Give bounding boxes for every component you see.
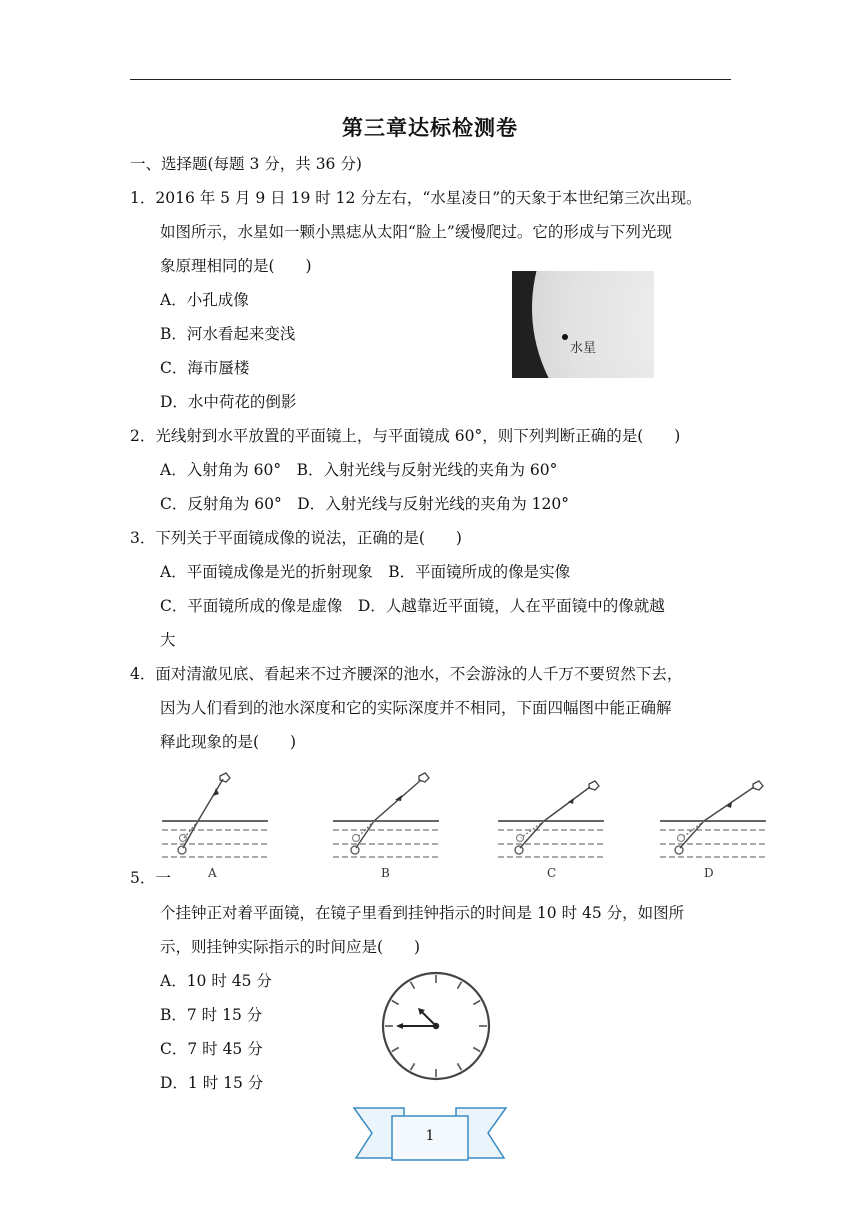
q2-stem: 2．光线射到水平放置的平面镜上，与平面镜成 60°，则下列判断正确的是( )	[130, 427, 681, 445]
page-number: 1	[425, 1128, 435, 1144]
mirror-clock	[376, 966, 496, 1086]
section-heading: 一、选择题(每题 3 分，共 36 分)	[130, 155, 362, 173]
diagram-b-label: B	[381, 866, 390, 880]
q3-options-cd: C．平面镜所成的像是虚像 D．人越靠近平面镜，人在平面镜中的像就越	[160, 597, 665, 615]
page-title: 第三章达标检测卷	[342, 116, 518, 140]
q5-stem-line2: 示，则挂钟实际指示的时间应是( )	[160, 938, 421, 956]
q1-option-b: B．河水看起来变浅	[160, 325, 296, 343]
q1-stem-line2: 如图所示，水星如一颗小黑痣从太阳“脸上”缓慢爬过。它的形成与下列光现	[160, 223, 672, 241]
q3-options-ab: A．平面镜成像是光的折射现象 B．平面镜所成的像是实像	[160, 563, 571, 581]
q5-option-a: A．10 时 45 分	[160, 972, 272, 990]
q3-options-cd-cont: 大	[160, 631, 176, 649]
q5-stem-line1: 个挂钟正对着平面镜，在镜子里看到挂钟指示的时间是 10 时 45 分，如图所	[160, 904, 685, 922]
header-rule	[130, 79, 731, 80]
mercury-dot	[562, 334, 568, 340]
refraction-diagram-a	[158, 766, 273, 886]
refraction-diagram-c	[494, 766, 609, 886]
q4-stem-line2: 因为人们看到的池水深度和它的实际深度并不相同，下面四幅图中能正确解	[160, 699, 672, 717]
q1-option-a: A．小孔成像	[160, 291, 249, 309]
q1-option-d: D．水中荷花的倒影	[160, 393, 297, 411]
diagram-a-label: A	[208, 866, 217, 880]
q4-stem-line1: 4．面对清澈见底、看起来不过齐腰深的池水，不会游泳的人千万不要贸然下去，	[130, 665, 683, 683]
q5-option-d: D．1 时 15 分	[160, 1074, 264, 1092]
q5-option-c: C．7 时 45 分	[160, 1040, 263, 1058]
diagram-d-label: D	[704, 866, 714, 880]
q5-number: 5．一	[130, 869, 171, 887]
mercury-transit-photo	[512, 271, 654, 378]
refraction-diagram-d	[656, 766, 771, 886]
q1-option-c: C．海市蜃楼	[160, 359, 250, 377]
diagram-c-label: C	[547, 866, 557, 880]
q5-option-b: B．7 时 15 分	[160, 1006, 263, 1024]
q3-stem: 3．下列关于平面镜成像的说法，正确的是( )	[130, 529, 462, 547]
q2-options-ab: A．入射角为 60° B．入射光线与反射光线的夹角为 60°	[160, 461, 558, 479]
q2-options-cd: C．反射角为 60° D．入射光线与反射光线的夹角为 120°	[160, 495, 569, 513]
mercury-label: 水星	[570, 341, 597, 356]
q1-stem-line1: 1．2016 年 5 月 9 日 19 时 12 分左右，“水星凌日”的天象于本世纪第三次出现。	[130, 189, 702, 207]
sun-disk	[532, 271, 654, 378]
q4-stem-line3: 释此现象的是( )	[160, 733, 297, 751]
q1-stem-line3: 象原理相同的是( )	[160, 257, 312, 275]
refraction-diagram-b	[329, 766, 444, 886]
